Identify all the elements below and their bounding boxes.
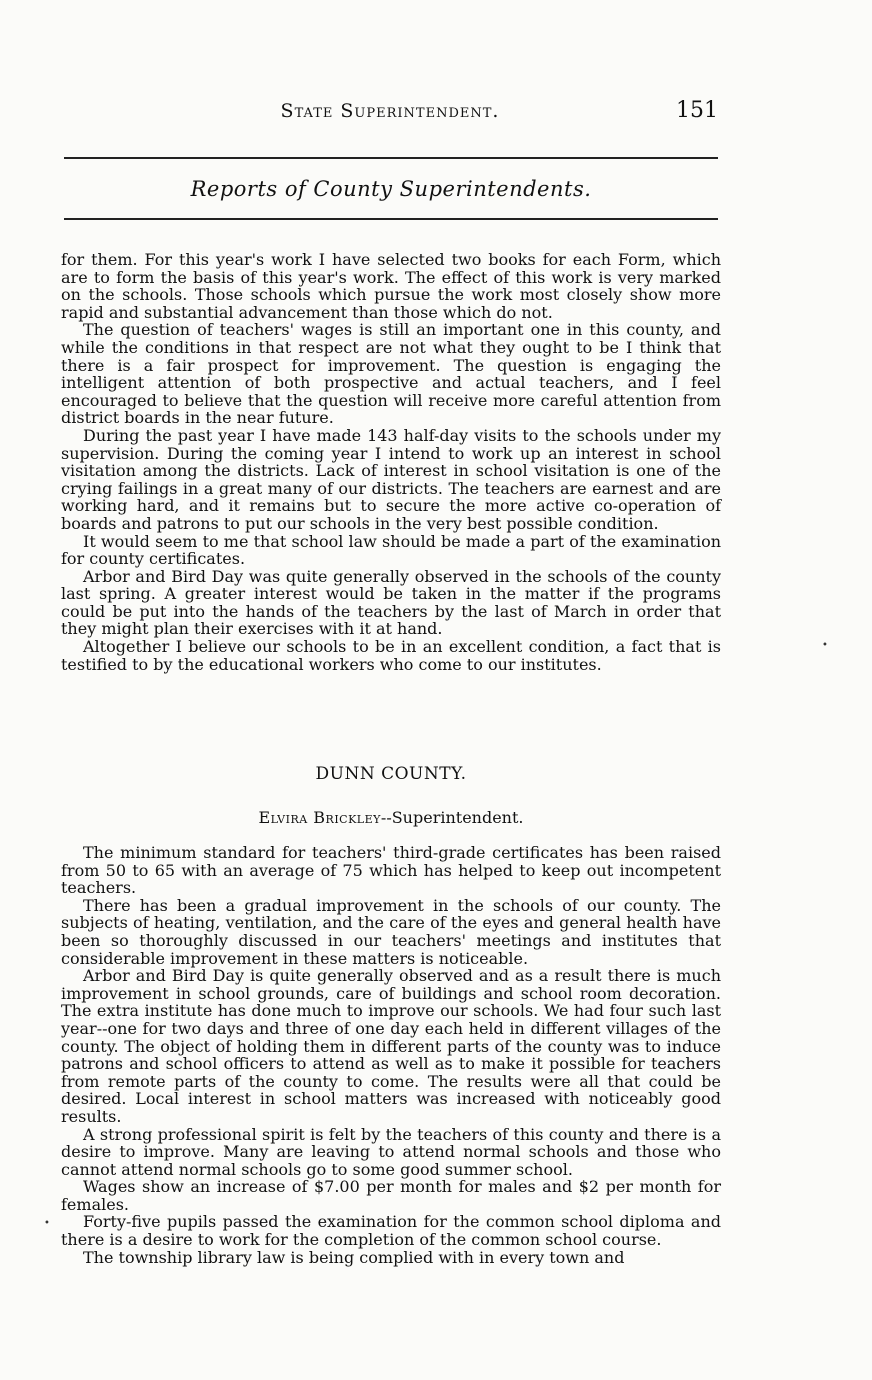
paragraph: It would seem to me that school law should be made a part of the examination for county certificates. [61,531,721,569]
header-rule-bottom [64,218,718,220]
paragraph: The township library law is being complied with in every town and [83,1247,625,1267]
paragraph: for them. For this year's work I have selected two books for each Form, which are to form the basis of this year's work. The effect of this work is very marked on the schools. Those schools which pursue the work most closely show more rapid and substantial advancement than those which do not. [61,250,721,322]
paragraph: A strong professional spirit is felt by the teachers of this county and there is a desire to improve. Many are leaving to attend normal schools and those who cannot attend normal schools go to some good summer school. [61,1124,721,1179]
paragraph: Arbor and Bird Day was quite generally observed in the schools of the county last spring. A greater interest would be taken in the matter if the programs could be put into the hands of the teachers by the last of March in order that they might plan their exercises with it at hand. [61,566,721,639]
header-rule-top [64,157,718,159]
running-head [60,100,720,126]
superintendent-role: --Superintendent. [380,808,524,827]
paragraph: There has been a gradual improvement in the schools of our county. The subjects of heating, ventilation, and the care of the eyes and general health have been so thoroughly discussed in our teachers' meetings and institutes that considerable improvement in these matters is noticeable. [61,895,721,968]
county-heading: DUNN COUNTY. [315,764,467,784]
section-title: Reports of County Superintendents. [190,177,592,201]
running-title: State Superintendent. [280,100,500,122]
ink-speck: • [822,640,828,651]
page-number: 151 [676,98,718,123]
paragraph: Arbor and Bird Day is quite generally observed and as a result there is much improvement in school grounds, care of buildings and school room decoration. The extra institute has done much to improve our schools. We had four such last year--one for two days and three of one day each held in different villages of the county. The object of holding them in different parts of the county was to induce patrons and school officers to attend as well as to make it possible for teachers from remote parts of the county to come. The results were all that could be desired. Local interest in school matters was increased with noticeably good results. [61,966,721,1126]
paragraph: During the past year I have made 143 half-day visits to the schools under my supervision. During the coming year I intend to work up an interest in school visitation among the districts. Lack of interest in school visitation is one of the crying failings in a great many of our districts. The teachers are earnest and are working hard, and it remains but to secure the more active co-operation of boards and patrons to put our schools in the very best possible condition. [61,425,721,533]
continued-report [61,251,721,673]
paragraph: Wages show an increase of $7.00 per month for males and $2 per month for females. [61,1177,721,1214]
dunn-county-report [61,844,721,1266]
paragraph: The question of teachers' wages is still an important one in this county, and while the conditions in that respect are not what they ought to be I think that there is a fair prospect for improvement. The question is engaging the intelligent attention of both prospective and actual teachers, and I feel encouraged to believe that the question will receive more careful attention from district boards in the near future. [61,320,721,428]
superintendent-byline [61,808,721,827]
ink-speck: • [44,1218,50,1229]
paragraph: The minimum standard for teachers' third-grade certificates has been raised from 50 to 65 with an average of 75 which has helped to keep out incompetent teachers. [61,843,721,898]
superintendent-name: Elvira Brickley [258,808,381,827]
paragraph: Forty-five pupils passed the examination for the common school diploma and there is a desire to work for the completion of the common school course. [61,1212,721,1250]
paragraph: Altogether I believe our schools to be in an excellent condition, a fact that is testified to by the educational workers who come to our institutes. [61,637,721,674]
